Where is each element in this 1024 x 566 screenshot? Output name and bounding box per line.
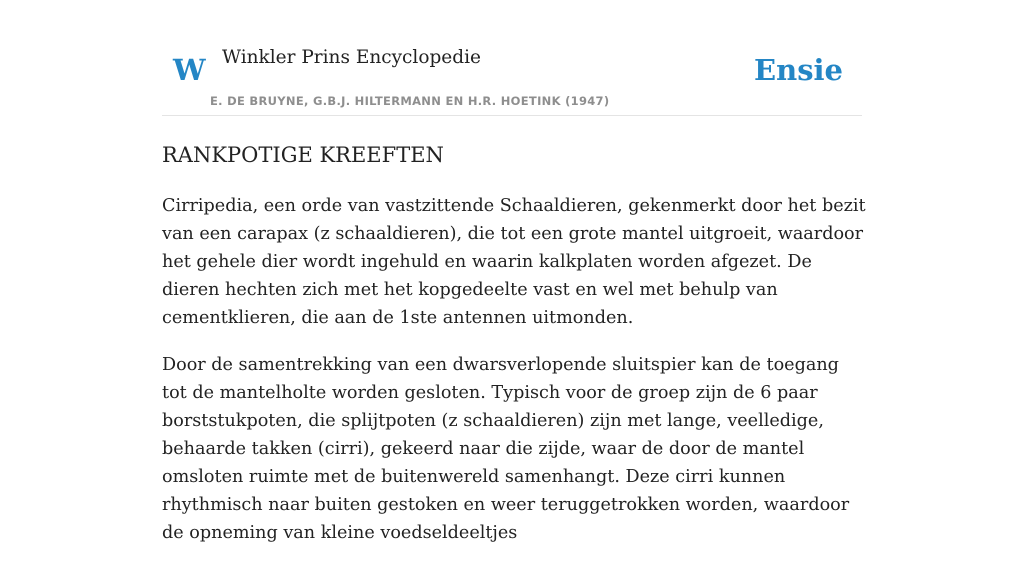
header-divider (162, 115, 862, 116)
book-title[interactable]: Winkler Prins Encyclopedie (222, 47, 481, 68)
ensie-logo[interactable]: Ensie (754, 53, 843, 87)
logo-w-icon[interactable]: W (173, 53, 206, 87)
book-authors: E. DE BRUYNE, G.B.J. HILTERMANN EN H.R. HOETINK (1947) (210, 94, 610, 108)
entry-body (162, 192, 868, 566)
entry-paragraph-2: Door de samentrekking van een dwarsverlopende sluitspier kan de toegang tot de mantelholte worden gesloten. Typisch voor de groep zijn de 6 paar borststukpoten, die splijtpoten (z schaaldieren) zijn met lange, veelledige, behaarde takken (cirri), gekeerd naar die zijde, waar de door de mantel omsloten ruimte met de buitenwereld samenhangt. Deze cirri kunnen rhythmisch naar buiten gestoken en weer teruggetrokken worden, waardoor de opneming van kleine voedseldeeltjes (162, 355, 850, 543)
entry-title: RANKPOTIGE KREEFTEN (162, 143, 444, 167)
entry-paragraph-1: Cirripedia, een orde van vastzittende Schaaldieren, gekenmerkt door het bezit van een carapax (z schaaldieren), die tot een grote mantel uitgroeit, waardoor het gehele dier wordt ingehuld en waarin kalkplaten worden afgezet. De dieren hechten zich met het kopgedeelte vast en wel met behulp van cementklieren, die aan de 1ste antennen uitmonden. (162, 196, 866, 328)
